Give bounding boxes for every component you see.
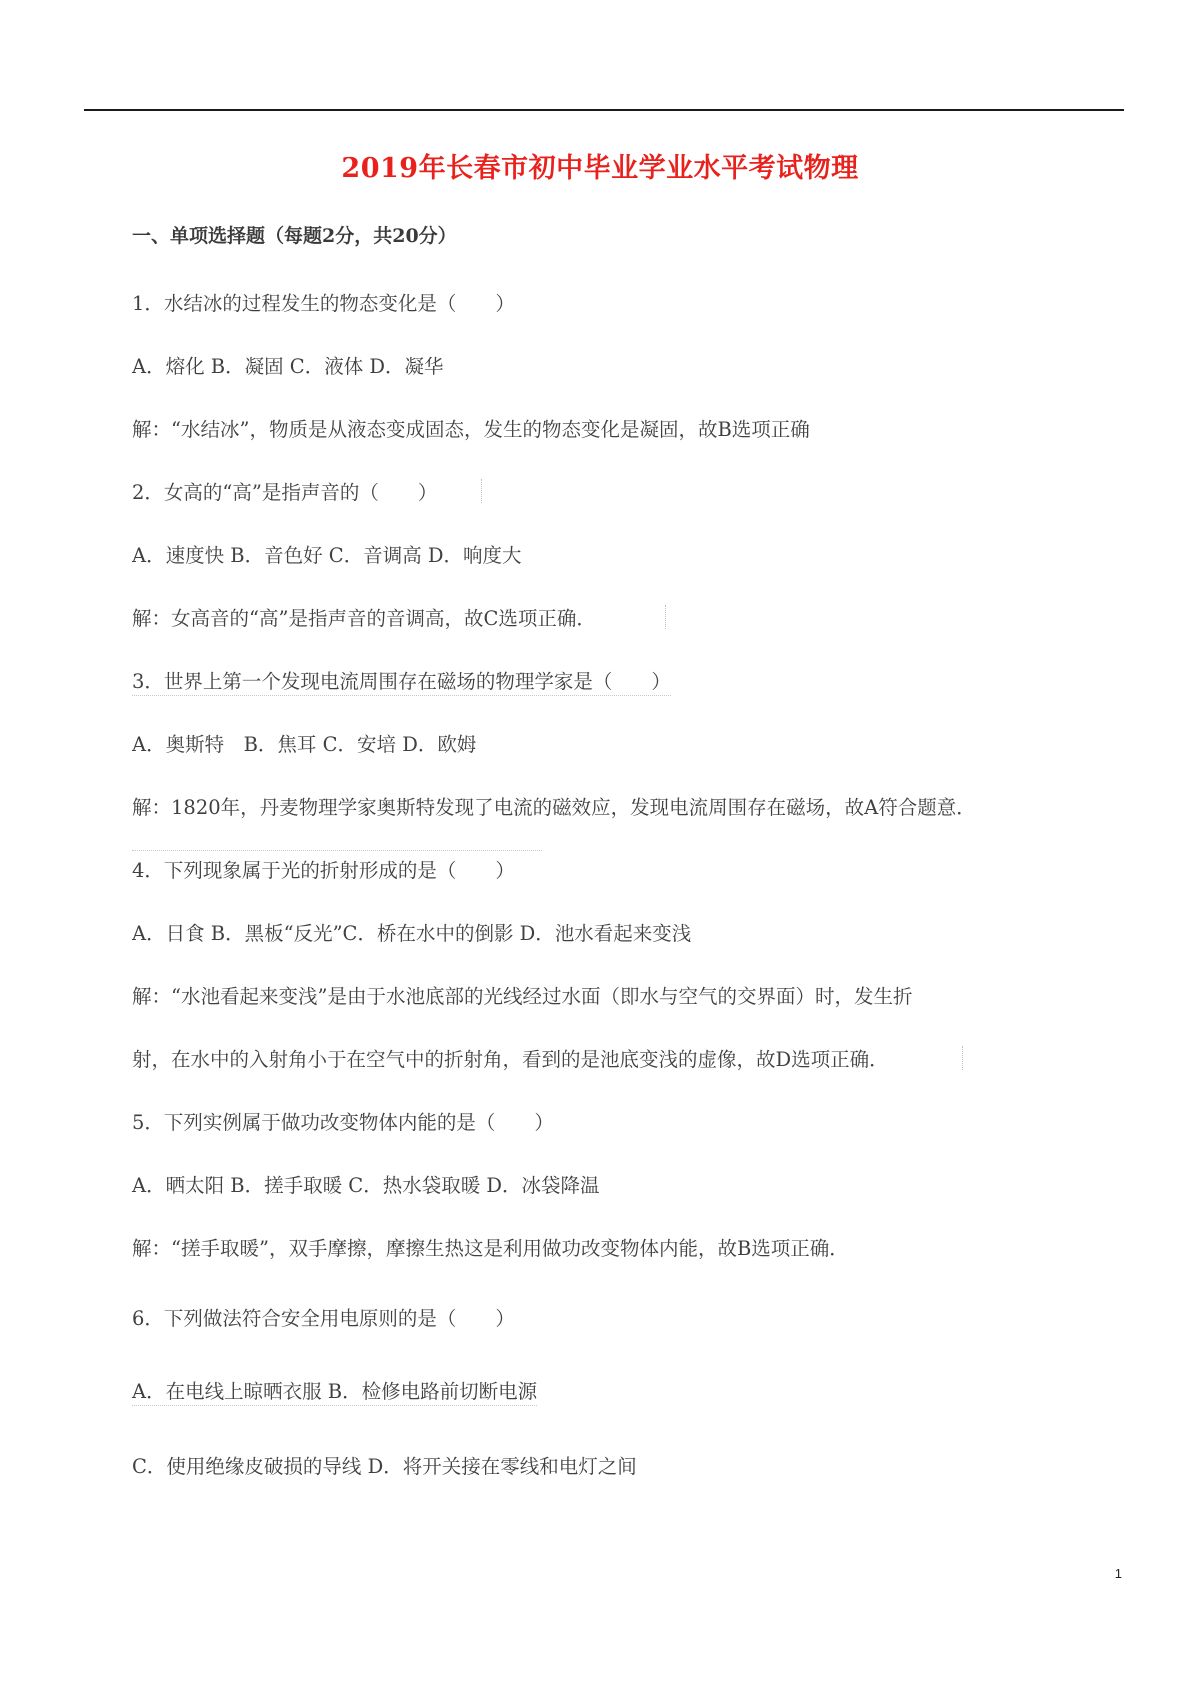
question-6-options-line-2: C．使用绝缘皮破损的导线 D．将开关接在零线和电灯之间 <box>132 1455 637 1478</box>
question-5-stem: 5．下列实例属于做功改变物体内能的是（ ） <box>132 1111 554 1134</box>
question-6-stem: 6．下列做法符合安全用电原则的是（ ） <box>132 1307 515 1330</box>
question-3-stem <box>132 666 671 694</box>
scan-dotted-mark <box>665 605 666 629</box>
question-1-stem: 1．水结冰的过程发生的物态变化是（ ） <box>132 292 515 315</box>
question-2-stem: 2．女高的“高”是指声音的（ ） <box>132 481 438 504</box>
section-heading: 一、单项选择题（每题2分，共20分） <box>132 225 457 247</box>
question-2-options: A．速度快 B．音色好 C．音调高 D．响度大 <box>132 544 522 567</box>
question-1-options: A．熔化 B．凝固 C．液体 D．凝华 <box>132 355 444 378</box>
question-6-options-line-1-text: A．在电线上晾晒衣服 B．检修电路前切断电源 <box>132 1380 537 1406</box>
scan-dotted-mark <box>962 1046 963 1070</box>
question-2-solution: 解：女高音的“高”是指声音的音调高，故C选项正确． <box>132 607 596 630</box>
question-6-options-line-1 <box>132 1376 537 1404</box>
header-rule <box>84 109 1124 111</box>
question-3-options: A．奥斯特 B．焦耳 C．安培 D．欧姆 <box>132 733 477 756</box>
question-1-solution: 解：“水结冰”，物质是从液态变成固态，发生的物态变化是凝固，故B选项正确 <box>132 418 810 441</box>
question-3-stem-text: 3．世界上第一个发现电流周围存在磁场的物理学家是（ ） <box>132 670 671 696</box>
question-5-solution: 解：“搓手取暖”，双手摩擦，摩擦生热这是利用做功改变物体内能，故B选项正确． <box>132 1237 849 1260</box>
page-number: 1 <box>1114 1566 1122 1581</box>
question-4-solution-line-2: 射，在水中的入射角小于在空气中的折射角，看到的是池底变浅的虚像，故D选项正确． <box>132 1048 889 1071</box>
question-4-solution-line-1: 解：“水池看起来变浅”是由于水池底部的光线经过水面（即水与空气的交界面）时，发生折 <box>132 985 913 1008</box>
scan-dotted-line <box>132 850 542 851</box>
question-3-solution: 解：1820年，丹麦物理学家奥斯特发现了电流的磁效应，发现电流周围存在磁场，故A符合题意． <box>132 796 976 819</box>
question-4-stem: 4．下列现象属于光的折射形成的是（ ） <box>132 859 515 882</box>
scan-dotted-mark <box>481 479 482 503</box>
document-title: 2019年长春市初中毕业学业水平考试物理 <box>341 153 859 184</box>
question-5-options: A．晒太阳 B．搓手取暖 C．热水袋取暖 D．冰袋降温 <box>132 1174 600 1197</box>
question-4-options: A．日食 B．黑板“反光”C．桥在水中的倒影 D．池水看起来变浅 <box>132 922 692 945</box>
